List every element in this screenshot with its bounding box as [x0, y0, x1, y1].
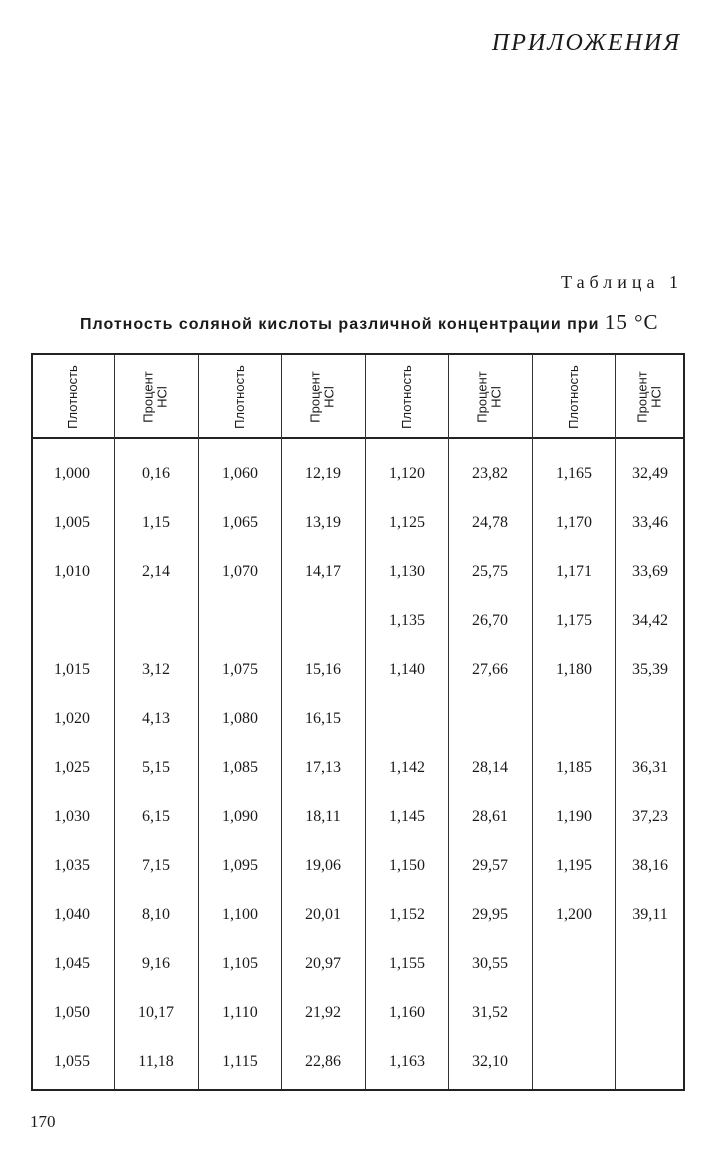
- column-header-label: Плотность: [398, 365, 414, 429]
- table-cell: 11,18: [138, 1053, 174, 1070]
- table-cell: 31,52: [472, 1004, 508, 1021]
- table-cell: 1,105: [222, 955, 258, 972]
- table-cell: 1,085: [222, 759, 258, 776]
- section-title: ПРИЛОЖЕНИЯ: [491, 30, 681, 56]
- table-cell: 25,75: [472, 563, 508, 580]
- table-cell: 3,12: [142, 661, 170, 678]
- table-cell: 1,163: [389, 1053, 425, 1070]
- table-cell: 35,39: [632, 661, 668, 678]
- table-cell: 1,005: [54, 514, 90, 531]
- table-cell: 1,020: [54, 710, 90, 727]
- column-header-label: Плотность: [565, 365, 581, 429]
- table-cell: 16,15: [305, 710, 341, 727]
- table-cell: 1,100: [222, 906, 258, 923]
- table-cell: 37,23: [632, 808, 668, 825]
- table-cell: 27,66: [472, 661, 508, 678]
- table-cell: 1,165: [556, 465, 592, 482]
- table-cell: 20,97: [305, 955, 341, 972]
- table-cell: 7,15: [142, 857, 170, 874]
- table-cell: 1,050: [54, 1004, 90, 1021]
- table-cell: 30,55: [472, 955, 508, 972]
- table-cell: 20,01: [305, 906, 341, 923]
- table-cell: 1,142: [389, 759, 425, 776]
- table-cell: 29,57: [472, 857, 508, 874]
- table-cell: 1,095: [222, 857, 258, 874]
- column-divider: [198, 355, 199, 1089]
- table-cell: 5,15: [142, 759, 170, 776]
- table-cell: 32,10: [472, 1053, 508, 1070]
- table-cell: 1,15: [142, 514, 170, 531]
- table-cell: 17,13: [305, 759, 341, 776]
- table-cell: 1,175: [556, 612, 592, 629]
- column-header: [615, 357, 685, 437]
- column-header: [198, 357, 281, 437]
- table-cell: 2,14: [142, 563, 170, 580]
- table-cell: 34,42: [632, 612, 668, 629]
- table-cell: 1,075: [222, 661, 258, 678]
- column-divider: [365, 355, 366, 1089]
- table-cell: 26,70: [472, 612, 508, 629]
- table-cell: 1,045: [54, 955, 90, 972]
- column-header: [448, 357, 532, 437]
- table-cell: 4,13: [142, 710, 170, 727]
- column-header-label: Плотность: [64, 365, 80, 429]
- column-header-label: Процент HCl: [475, 371, 504, 423]
- table-cell: 1,170: [556, 514, 592, 531]
- column-divider: [448, 355, 449, 1089]
- table-cell: 14,17: [305, 563, 341, 580]
- column-divider: [114, 355, 115, 1089]
- table-cell: 38,16: [632, 857, 668, 874]
- page-number: 170: [30, 1112, 56, 1131]
- table-cell: 32,49: [632, 465, 668, 482]
- table-cell: 39,11: [632, 906, 668, 923]
- table-cell: 23,82: [472, 465, 508, 482]
- table-cell: 1,185: [556, 759, 592, 776]
- caption-text: Плотность соляной кислоты различной концентрации при: [80, 316, 600, 333]
- table-cell: 1,160: [389, 1004, 425, 1021]
- table-cell: 12,19: [305, 465, 341, 482]
- table-cell: 1,025: [54, 759, 90, 776]
- table-cell: 1,070: [222, 563, 258, 580]
- table-cell: 1,035: [54, 857, 90, 874]
- table-cell: 33,69: [632, 563, 668, 580]
- table-cell: 18,11: [305, 808, 341, 825]
- table-cell: 1,190: [556, 808, 592, 825]
- table-cell: 13,19: [305, 514, 341, 531]
- table-cell: 1,000: [54, 465, 90, 482]
- column-header: [532, 357, 615, 437]
- table-cell: 28,14: [472, 759, 508, 776]
- caption-temperature: 15 °С: [604, 310, 659, 334]
- column-divider: [281, 355, 282, 1089]
- table-cell: 1,140: [389, 661, 425, 678]
- table-cell: 24,78: [472, 514, 508, 531]
- table-cell: 22,86: [305, 1053, 341, 1070]
- table-cell: 1,145: [389, 808, 425, 825]
- table-cell: 1,110: [222, 1004, 258, 1021]
- table-cell: 1,115: [222, 1053, 258, 1070]
- table-cell: 33,46: [632, 514, 668, 531]
- table-cell: 21,92: [305, 1004, 341, 1021]
- table-cell: 0,16: [142, 465, 170, 482]
- table-cell: 1,195: [556, 857, 592, 874]
- table-cell: 1,180: [556, 661, 592, 678]
- table-cell: 1,060: [222, 465, 258, 482]
- table-cell: 1,155: [389, 955, 425, 972]
- table-cell: 1,135: [389, 612, 425, 629]
- table-cell: 1,065: [222, 514, 258, 531]
- table-cell: 1,015: [54, 661, 90, 678]
- table-cell: 15,16: [305, 661, 341, 678]
- table-cell: 1,040: [54, 906, 90, 923]
- column-header-label: Процент HCl: [308, 371, 337, 423]
- column-header-label: Процент HCl: [141, 371, 170, 423]
- table-cell: 8,10: [142, 906, 170, 923]
- table-label: Таблица 1: [561, 272, 683, 292]
- table-cell: 1,120: [389, 465, 425, 482]
- table-cell: 1,125: [389, 514, 425, 531]
- column-header-label: Плотность: [231, 365, 247, 429]
- table-cell: 9,16: [142, 955, 170, 972]
- table-cell: 1,130: [389, 563, 425, 580]
- table-caption: [80, 310, 659, 335]
- table-cell: 1,030: [54, 808, 90, 825]
- table-cell: 1,200: [556, 906, 592, 923]
- table-cell: 1,010: [54, 563, 90, 580]
- table-cell: 6,15: [142, 808, 170, 825]
- column-header: [114, 357, 198, 437]
- table-cell: 1,090: [222, 808, 258, 825]
- table-cell: 1,080: [222, 710, 258, 727]
- header-divider: [31, 437, 685, 439]
- table-cell: 10,17: [138, 1004, 174, 1021]
- column-divider: [532, 355, 533, 1089]
- table-cell: 1,055: [54, 1053, 90, 1070]
- table-cell: 1,152: [389, 906, 425, 923]
- table-cell: 36,31: [632, 759, 668, 776]
- table-cell: 19,06: [305, 857, 341, 874]
- column-header-label: Процент HCl: [635, 371, 664, 423]
- column-header: [31, 357, 114, 437]
- table-cell: 1,171: [556, 563, 592, 580]
- column-header: [281, 357, 365, 437]
- table-cell: 1,150: [389, 857, 425, 874]
- table-cell: 29,95: [472, 906, 508, 923]
- column-header: [365, 357, 448, 437]
- table-cell: 28,61: [472, 808, 508, 825]
